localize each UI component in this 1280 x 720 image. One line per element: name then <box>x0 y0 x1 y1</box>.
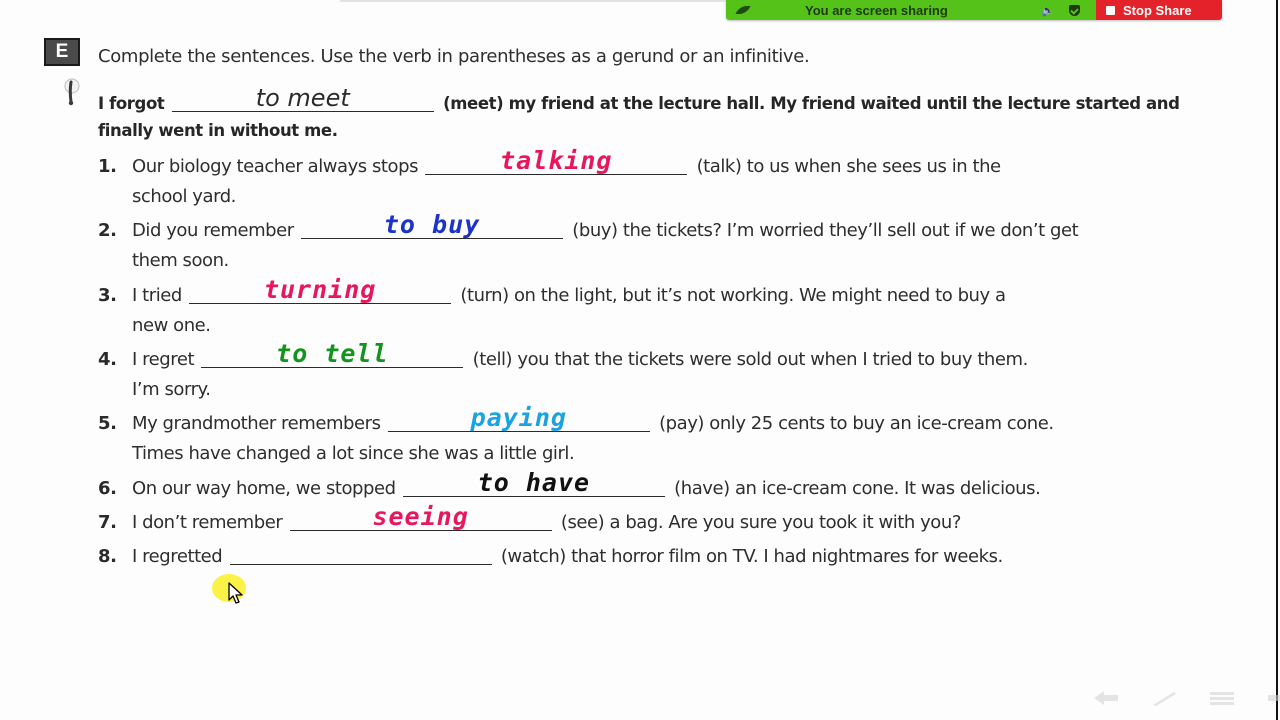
example-answer-blank[interactable] <box>172 84 434 112</box>
mouse-pointer-icon <box>228 582 248 608</box>
slide-nav-controls <box>1092 690 1280 706</box>
share-status-text: You are screen sharing <box>805 2 948 18</box>
exercise-badge: E <box>44 38 80 66</box>
example-sentence: I forgot to meet (meet) my friend at the lecture hall. My friend waited until the lecture started and finally went in without me. <box>98 84 1180 140</box>
shield-icon[interactable] <box>1069 5 1080 16</box>
pen-icon[interactable] <box>1150 690 1178 706</box>
answer-text: talking <box>500 146 613 175</box>
exercise-item: 7. I don’t remember seeing (see) a bag. Are you sure you took it with you? <box>98 502 961 533</box>
answer-blank[interactable] <box>388 403 650 432</box>
arrow-left-icon[interactable] <box>1092 690 1120 706</box>
exercise-item: 6. On our way home, we stopped to have (have) an ice-cream cone. It was delicious. <box>98 468 1041 499</box>
answer-text: paying <box>470 403 567 432</box>
screen-share-bar <box>726 0 1222 20</box>
answer-text: to have <box>477 468 591 497</box>
answer-text: turning <box>263 275 377 304</box>
speaker-icon[interactable]: 🔈 <box>1041 4 1055 17</box>
exercise-item: 4. I regret to tell (tell) you that the tickets were sold out when I tried to buy them. I’m sorry. <box>98 339 1028 400</box>
answer-text: to tell <box>276 339 389 368</box>
stop-share-label: Stop Share <box>1123 2 1192 18</box>
lightbulb-icon <box>62 78 82 108</box>
answer-blank[interactable] <box>189 275 451 304</box>
answer-blank[interactable] <box>230 544 492 565</box>
answer-text: seeing <box>372 502 469 531</box>
share-status-panel[interactable] <box>726 0 1096 20</box>
answer-blank[interactable] <box>301 210 563 239</box>
window-top-edge <box>340 0 726 2</box>
leaf-icon <box>736 6 751 14</box>
exercise-item: 1. Our biology teacher always stops talking (talk) to us when she sees us in the school yard. <box>98 146 1001 207</box>
answer-blank[interactable] <box>403 468 665 497</box>
window-right-edge <box>1276 0 1278 720</box>
stop-square-icon <box>1106 6 1115 15</box>
answer-blank[interactable] <box>290 502 552 531</box>
exercise-item: 3. I tried turning (turn) on the light, but it’s not working. We might need to buy a new one. <box>98 275 1006 336</box>
arrow-right-icon[interactable] <box>1266 690 1280 706</box>
exercise-item: 5. My grandmother remembers paying (pay) only 25 cents to buy an ice-cream cone. Times have changed a lot since she was a little girl. <box>98 403 1054 464</box>
answer-blank[interactable] <box>425 146 687 175</box>
stop-share-button[interactable] <box>1096 0 1222 20</box>
exercise-instructions: Complete the sentences. Use the verb in parentheses as a gerund or an infinitive. <box>98 46 810 67</box>
example-answer: to meet <box>255 84 350 112</box>
exercise-item: 2. Did you remember to buy (buy) the tickets? I’m worried they’ll sell out if we don’t get them soon. <box>98 210 1079 271</box>
answer-blank[interactable] <box>201 339 463 368</box>
exercise-item: 8. I regretted (watch) that horror film on TV. I had nightmares for weeks. <box>98 546 1003 567</box>
answer-text: to buy <box>383 210 481 239</box>
menu-icon[interactable] <box>1208 690 1236 706</box>
